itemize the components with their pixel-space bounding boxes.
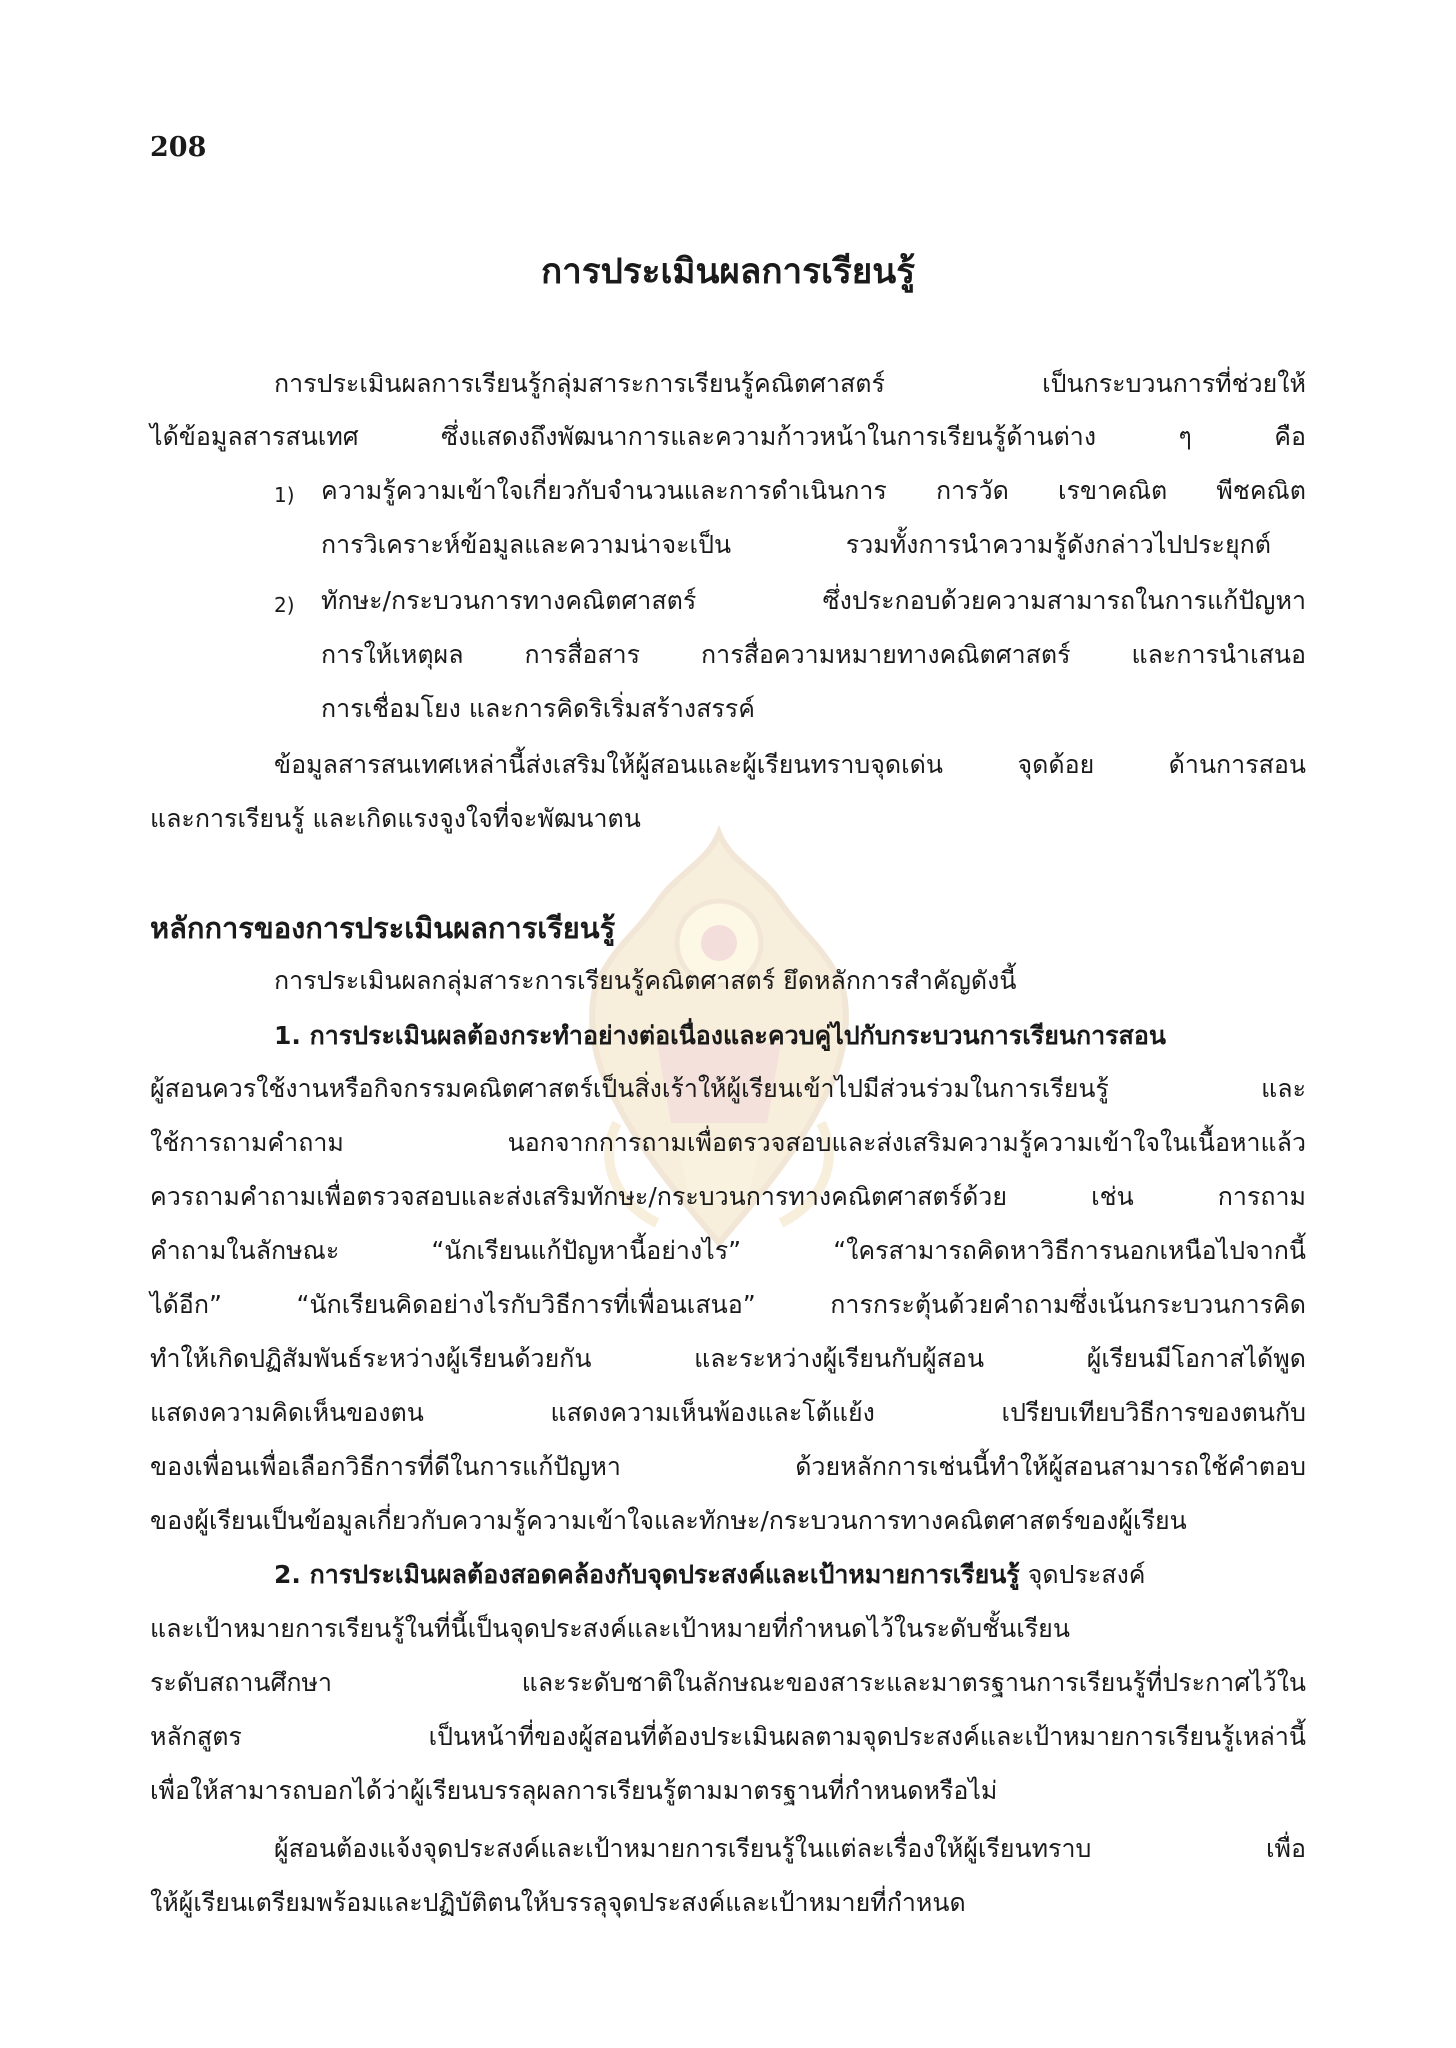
principle-1-heading: 1. การประเมินผลต้องกระทำอย่างต่อเนื่องและควบคู่ไปกับกระบวนการเรียนการสอน — [274, 1021, 1166, 1050]
paragraph-line: คำถามในลักษณะ “นักเรียนแก้ปัญหานี้อย่างไร” “ใครสามารถคิดหาวิธีการนอกเหนือไปจากนี้ — [150, 1236, 1306, 1265]
paragraph-line: ควรถามคำถามเพื่อตรวจสอบและส่งเสริมทักษะ/กระบวนการทางคณิตศาสตร์ด้วย เช่น การถาม — [150, 1182, 1306, 1211]
emblem-watermark — [557, 823, 882, 1283]
paragraph-line: และเป้าหมายการเรียนรู้ในที่นี้เป็นจุดประสงค์และเป้าหมายที่กำหนดไว้ในระดับชั้นเรียน — [150, 1614, 1070, 1643]
paragraph-line: แสดงความคิดเห็นของตน แสดงความเห็นพ้องและโต้แย้ง เปรียบเทียบวิธีการของตนกับ — [150, 1398, 1306, 1427]
paragraph-line: ให้ผู้เรียนเตรียมพร้อมและปฏิบัติตนให้บรรลุจุดประสงค์และเป้าหมายที่กำหนด — [150, 1888, 966, 1917]
list-item — [274, 481, 321, 506]
paragraph-line: เพื่อให้สามารถบอกได้ว่าผู้เรียนบรรลุผลการเรียนรู้ตามมาตรฐานที่กำหนดหรือไม่ — [150, 1776, 998, 1805]
section-heading: หลักการของการประเมินผลการเรียนรู้ — [150, 911, 616, 945]
paragraph-line: ได้อีก” “นักเรียนคิดอย่างไรกับวิธีการที่เพื่อนเสนอ” การกระตุ้นด้วยคำถามซึ่งเน้นกระบวนการคิด — [150, 1290, 1306, 1319]
paragraph-line: ใช้การถามคำถาม นอกจากการถามเพื่อตรวจสอบและส่งเสริมความรู้ความเข้าใจในเนื้อหาแล้ว — [150, 1128, 1306, 1157]
page-number: 208 — [150, 132, 207, 163]
principle-2-heading: 2. การประเมินผลต้องสอดคล้องกับจุดประสงค์และเป้าหมายการเรียนรู้ — [274, 1560, 1020, 1589]
paragraph-line: ผู้สอนต้องแจ้งจุดประสงค์และเป้าหมายการเรียนรู้ในแต่ละเรื่องให้ผู้เรียนทราบ เพื่อ — [274, 1834, 1306, 1863]
list-item-line: การเชื่อมโยง และการคิดริเริ่มสร้างสรรค์ — [321, 694, 755, 723]
list-item-line: การให้เหตุผล การสื่อสาร การสื่อความหมายทางคณิตศาสตร์ และการนำเสนอ — [321, 640, 1306, 669]
list-number: 2) — [274, 593, 295, 617]
paragraph-line: ทำให้เกิดปฏิสัมพันธ์ระหว่างผู้เรียนด้วยกัน และระหว่างผู้เรียนกับผู้สอน ผู้เรียนมีโอกาสได้พูด — [150, 1344, 1306, 1373]
principle-2-heading-line — [274, 1562, 1306, 1587]
list-number: 1) — [274, 483, 295, 507]
paragraph-line: และการเรียนรู้ และเกิดแรงจูงใจที่จะพัฒนาตน — [150, 804, 641, 833]
list-item-line: ทักษะ/กระบวนการทางคณิตศาสตร์ ซึ่งประกอบด้วยความสามารถในการแก้ปัญหา — [321, 586, 1306, 615]
paragraph-line: ของผู้เรียนเป็นข้อมูลเกี่ยวกับความรู้ความเข้าใจและทักษะ/กระบวนการทางคณิตศาสตร์ของผู้เรียน — [150, 1506, 1187, 1535]
paragraph-line: ของเพื่อนเพื่อเลือกวิธีการที่ดีในการแก้ปัญหา ด้วยหลักการเช่นนี้ทำให้ผู้สอนสามารถใช้คำตอบ — [150, 1452, 1306, 1481]
list-item-line: ความรู้ความเข้าใจเกี่ยวกับจำนวนและการดำเนินการ การวัด เรขาคณิต พีชคณิต — [321, 476, 1306, 505]
paragraph-line: หลักสูตร เป็นหน้าที่ของผู้สอนที่ต้องประเมินผลตามจุดประสงค์และเป้าหมายการเรียนรู้เหล่านี้ — [150, 1722, 1306, 1751]
paragraph-line: ผู้สอนควรใช้งานหรือกิจกรรมคณิตศาสตร์เป็นสิ่งเร้าให้ผู้เรียนเข้าไปมีส่วนร่วมในการเรียนรู้ และ — [150, 1074, 1306, 1103]
paragraph-line: การประเมินผลการเรียนรู้กลุ่มสาระการเรียนรู้คณิตศาสตร์ เป็นกระบวนการที่ช่วยให้ — [274, 369, 1306, 398]
section-intro: การประเมินผลกลุ่มสาระการเรียนรู้คณิตศาสตร์ ยึดหลักการสำคัญดังนี้ — [274, 966, 1017, 995]
list-item-line: การวิเคราะห์ข้อมูลและความน่าจะเป็น รวมทั้งการนำความรู้ดังกล่าวไปประยุกต์ — [321, 530, 1271, 559]
paragraph-line: ข้อมูลสารสนเทศเหล่านี้ส่งเสริมให้ผู้สอนและผู้เรียนทราบจุดเด่น จุดด้อย ด้านการสอน — [274, 750, 1306, 779]
paragraph-line: ระดับสถานศึกษา และระดับชาติในลักษณะของสาระและมาตรฐานการเรียนรู้ที่ประกาศไว้ใน — [150, 1668, 1306, 1697]
page-title: การประเมินผลการเรียนรู้ — [540, 252, 915, 292]
principle-2-heading-rest: จุดประสงค์ — [1019, 1560, 1146, 1589]
paragraph-line: ได้ข้อมูลสารสนเทศ ซึ่งแสดงถึงพัฒนาการและความก้าวหน้าในการเรียนรู้ด้านต่าง ๆ คือ — [150, 422, 1306, 451]
list-item — [274, 591, 321, 616]
